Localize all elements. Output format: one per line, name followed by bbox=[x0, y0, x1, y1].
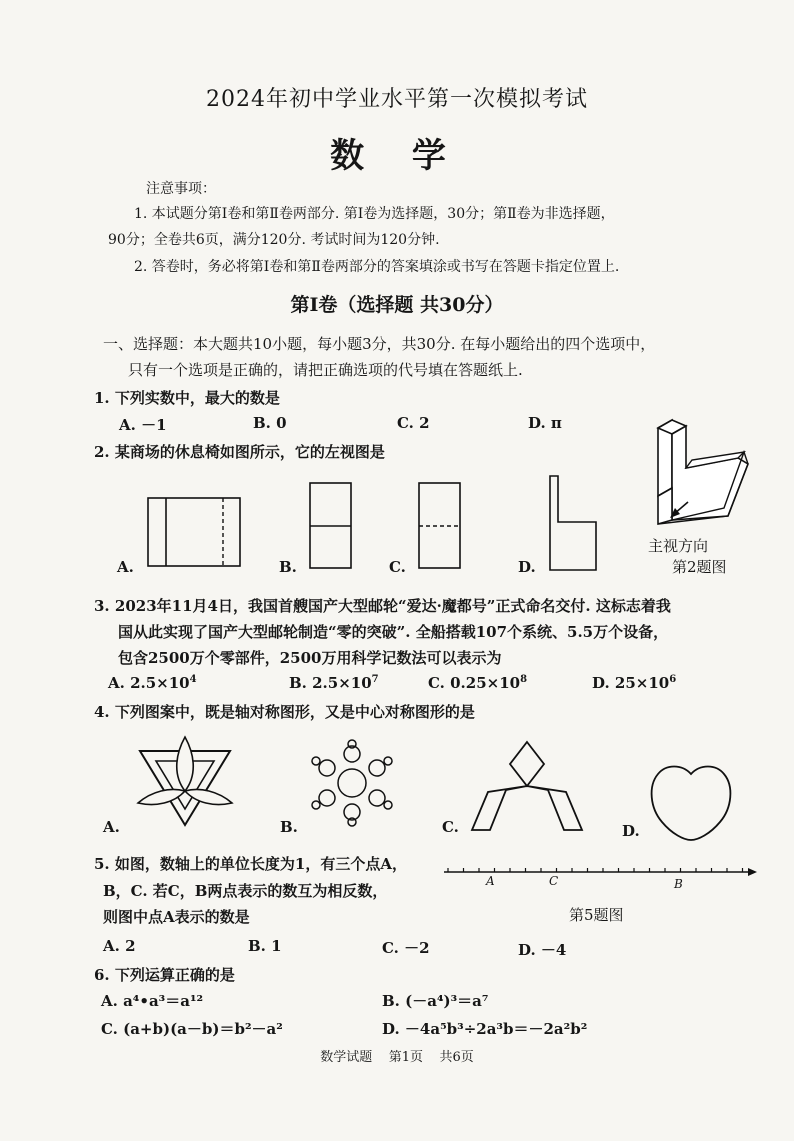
q2-option-c-figure bbox=[418, 482, 462, 570]
q3-option-c: C. $0.25\times 10^8$ bbox=[428, 674, 528, 692]
q5-point-b-label: B bbox=[674, 877, 683, 891]
q2-figure-caption: 第2题图 bbox=[672, 558, 727, 576]
q6-option-b: B. (－a⁴)³＝a⁷ bbox=[382, 992, 489, 1010]
q4-option-c-figure bbox=[468, 740, 586, 832]
q1-option-b: B. 0 bbox=[253, 414, 287, 432]
q3-stem-line1: 3. 2023年11月4日，我国首艘国产大型邮轮“爱达·魔都号”正式命名交付. 这标志着我 bbox=[94, 597, 671, 615]
q1-stem: 1. 下列实数中，最大的数是 bbox=[94, 389, 280, 407]
section-instruction-line1: 一、选择题：本大题共10小题，每小题3分，共30分. 在每小题给出的四个选项中， bbox=[103, 335, 656, 353]
q3-option-b: B. $2.5\times 10^7$ bbox=[289, 674, 379, 692]
q6-option-a: A. a⁴•a³＝a¹² bbox=[101, 992, 204, 1010]
q2-option-a-figure bbox=[147, 497, 241, 569]
q4-option-b: B. bbox=[280, 818, 298, 836]
q5-stem-line2: B，C. 若C，B两点表示的数互为相反数， bbox=[103, 882, 388, 900]
q3-stem-line3: 包含2500万个零部件，2500万用科学记数法可以表示为 bbox=[118, 649, 502, 667]
q4-stem: 4. 下列图案中，既是轴对称图形，又是中心对称图形的是 bbox=[94, 703, 475, 721]
q3-option-d: D. $25\times 10^6$ bbox=[592, 674, 677, 692]
q4-option-c: C. bbox=[442, 818, 459, 836]
q5-stem-line3: 则图中点A表示的数是 bbox=[103, 908, 250, 926]
q5-figure-caption: 第5题图 bbox=[569, 906, 624, 924]
q2-stem: 2. 某商场的休息椅如图所示，它的左视图是 bbox=[94, 443, 385, 461]
q6-stem: 6. 下列运算正确的是 bbox=[94, 966, 235, 984]
notice-item1-line1: 1. 本试题分第Ⅰ卷和第Ⅱ卷两部分. 第Ⅰ卷为选择题，30分；第Ⅱ卷为非选择题， bbox=[134, 206, 615, 222]
notice-item2: 2. 答卷时，务必将第Ⅰ卷和第Ⅱ卷两部分的答案填涂或书写在答题卡指定位置上. bbox=[134, 259, 620, 275]
q4-option-d: D. bbox=[622, 822, 640, 840]
q2-view-direction-label: 主视方向 bbox=[648, 537, 709, 555]
q5-point-c-label: C bbox=[549, 874, 559, 888]
q2-bench-figure bbox=[648, 398, 758, 538]
q5-point-a-label: A bbox=[486, 874, 495, 888]
q5-option-d: D. －4 bbox=[518, 941, 567, 959]
q5-option-c: C. －2 bbox=[382, 939, 430, 957]
q6-option-c: C. (a+b)(a－b)＝b²－a² bbox=[101, 1020, 283, 1038]
q1-option-c: C. 2 bbox=[397, 414, 430, 432]
q3-option-a: A. $2.5\times 10^4$ bbox=[108, 674, 197, 692]
exam-title: 2024年初中学业水平第一次模拟考试 bbox=[206, 87, 588, 112]
q3-stem-line2: 国从此实现了国产大型邮轮制造“零的突破”. 全船搭载107个系统、5.5万个设备， bbox=[118, 623, 669, 641]
q5-stem-line1: 5. 如图，数轴上的单位长度为1，有三个点A， bbox=[94, 855, 407, 873]
q1-option-a: A. －1 bbox=[119, 416, 167, 434]
q2-option-a: A. bbox=[117, 558, 134, 576]
subject-title: 数 学 bbox=[330, 136, 464, 176]
section-instruction-line2: 只有一个选项是正确的，请把正确选项的代号填在答题纸上. bbox=[128, 361, 523, 379]
q2-option-c: C. bbox=[389, 558, 406, 576]
q4-option-d-figure bbox=[648, 762, 734, 842]
q6-option-d: D. －4a⁵b³÷2a³b＝－2a²b² bbox=[382, 1020, 588, 1038]
q4-option-a-figure bbox=[130, 733, 240, 829]
q1-option-d: D. π bbox=[528, 414, 562, 432]
q5-option-b: B. 1 bbox=[248, 937, 282, 955]
q5-option-a: A. 2 bbox=[103, 937, 136, 955]
q4-option-b-figure bbox=[306, 740, 398, 826]
page-footer: 数学试题 第1页 共6页 bbox=[320, 1050, 474, 1065]
q2-option-d-figure bbox=[546, 474, 600, 572]
q4-option-a: A. bbox=[103, 818, 120, 836]
notice-item1-line2: 90分；全卷共6页，满分120分. 考试时间为120分钟. bbox=[108, 232, 440, 248]
q2-option-d: D. bbox=[518, 558, 536, 576]
notice-heading: 注意事项： bbox=[146, 181, 216, 197]
q2-option-b: B. bbox=[279, 558, 297, 576]
q2-option-b-figure bbox=[309, 482, 353, 570]
section-title: 第Ⅰ卷（选择题 共30分） bbox=[290, 294, 504, 316]
